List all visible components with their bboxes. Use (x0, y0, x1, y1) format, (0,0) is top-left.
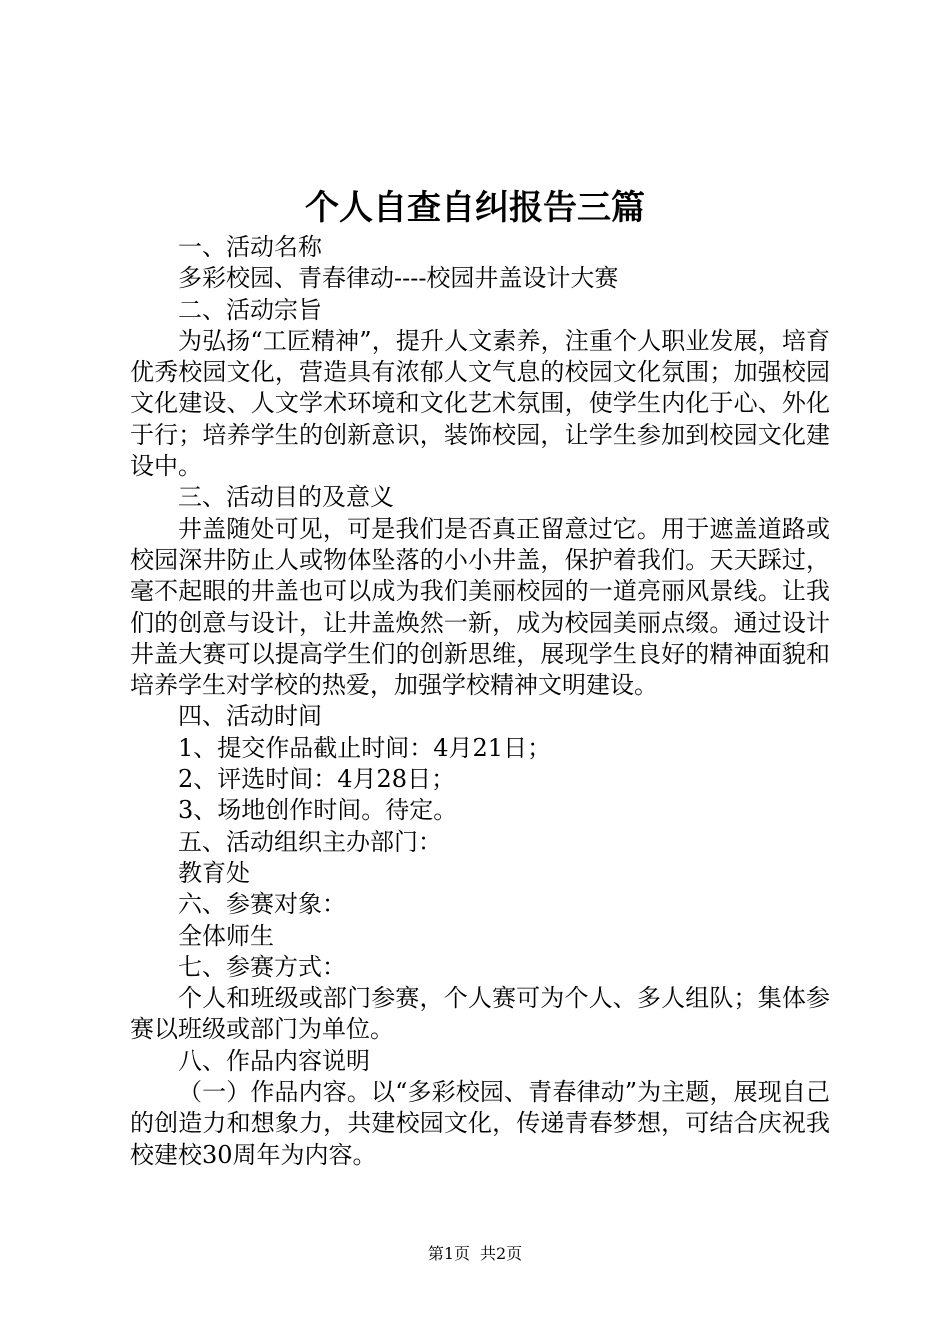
document-title: 个人自查自纠报告三篇 (305, 188, 645, 228)
paragraph: （一）作品内容。以“多彩校园、青春律动”为主题，展现自己的创造力和想象力，共建校园文化，传递青春梦想，可结合庆祝我校建校30周年为内容。 (130, 1078, 830, 1169)
paragraph: 个人和班级或部门参赛，个人赛可为个人、多人组队；集体参赛以班级或部门为单位。 (130, 984, 830, 1044)
page-footer (0, 1242, 950, 1266)
paragraph: 教育处 (178, 858, 250, 887)
paragraph: 为弘扬“工匠精神”，提升人文素养，注重个人职业发展，培育优秀校园文化，营造具有浓郁人文气息的校园文化氛围；加强校园文化建设、人文学术环境和文化艺术氛围，使学生内化于心、外化于行；培养学生的创新意识，装饰校园，让学生参加到校园文化建设中。 (130, 326, 830, 481)
section-heading: 八、作品内容说明 (178, 1046, 370, 1075)
list-item: 2、评选时间：4月28日； (178, 765, 456, 794)
section-heading: 一、活动名称 (178, 233, 322, 261)
section-heading: 七、参赛方式： (178, 952, 346, 981)
document-body (130, 232, 830, 1171)
section-heading: 三、活动目的及意义 (178, 483, 394, 512)
page-number-current: 第1页 (427, 1244, 470, 1263)
list-item: 1、提交作品截止时间：4月21日； (178, 733, 552, 762)
section-heading: 五、活动组织主办部门： (178, 827, 442, 856)
section-heading: 二、活动宗旨 (178, 295, 322, 324)
page-number-total: 共2页 (480, 1244, 523, 1263)
list-item: 3、场地创作时间。待定。 (178, 796, 458, 825)
paragraph: 多彩校园、青春律动----校园井盖设计大赛 (178, 264, 619, 293)
section-heading: 六、参赛对象： (178, 890, 346, 919)
section-heading: 四、活动时间 (178, 702, 322, 731)
paragraph: 井盖随处可见，可是我们是否真正留意过它。用于遮盖道路或校园深井防止人或物体坠落的小小井盖，保护着我们。天天踩过，毫不起眼的井盖也可以成为我们美丽校园的一道亮丽风景线。让我们的创意与设计，让井盖焕然一新，成为校园美丽点缀。通过设计井盖大赛可以提高学生们的创新思维，展现学生良好的精神面貌和培养学生对学校的热爱，加强学校精神文明建设。 (130, 514, 830, 700)
paragraph: 全体师生 (178, 921, 274, 950)
